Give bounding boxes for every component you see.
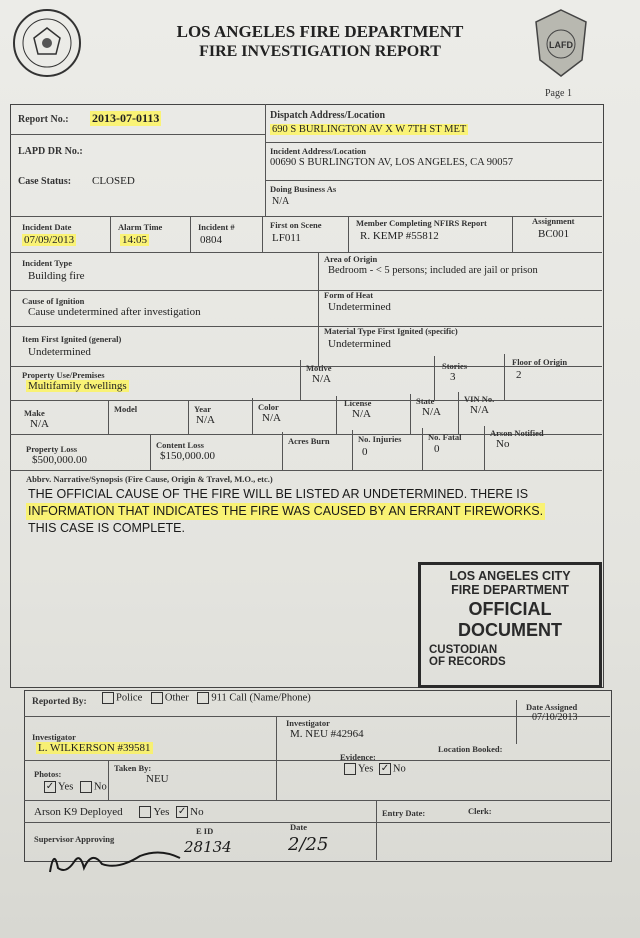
eid-label: E ID (196, 826, 214, 836)
year: N/A (196, 414, 215, 426)
investigator-2: M. NEU #42964 (290, 728, 364, 740)
k9-yes-checkbox[interactable] (139, 806, 151, 818)
date-assigned-label: Date Assigned (526, 702, 578, 712)
supervisor-signature (40, 838, 190, 878)
supervisor-label: Supervisor Approving (34, 834, 115, 844)
area-origin-label: Area of Origin (324, 254, 378, 264)
year-label: Year (194, 404, 211, 414)
cause: Cause undetermined after investigation (28, 306, 201, 318)
property-loss: $500,000.00 (32, 454, 87, 466)
stamp-line-6: OF RECORDS (429, 656, 506, 668)
dba-label: Doing Business As (270, 184, 337, 194)
k9-no-checkbox[interactable]: ✓ (177, 806, 187, 818)
entry-date-label: Entry Date: (382, 808, 426, 818)
lafd-badge-icon (532, 8, 590, 78)
content-loss: $150,000.00 (160, 450, 215, 462)
investigator-2-label: Investigator (286, 718, 330, 728)
lafd-seal (12, 8, 82, 78)
incident-address: 00690 S BURLINGTON AV, LOS ANGELES, CA 90057 (270, 157, 513, 168)
taken-by: NEU (146, 773, 169, 785)
lapd-dr-label: LAPD DR No.: (18, 146, 83, 157)
stories: 3 (450, 371, 456, 383)
k9-label: Arson K9 Deployed (34, 806, 123, 818)
evidence-label: Evidence: (340, 752, 376, 762)
stamp-line-3: OFFICIAL (468, 599, 552, 619)
call-911-label: 911 Call (Name/Phone) (211, 692, 311, 704)
other-checkbox[interactable] (151, 692, 163, 704)
k9-row (34, 806, 204, 818)
assignment: BC001 (538, 228, 570, 240)
evidence-options (344, 763, 406, 775)
license-label: License (344, 398, 372, 408)
dba: N/A (272, 196, 290, 207)
injuries-label: No. Injuries (358, 434, 402, 444)
member: R. KEMP #55812 (360, 230, 439, 242)
date-value: 2/25 (288, 834, 329, 855)
photos-label: Photos: (34, 769, 62, 779)
first-scene-label: First on Scene (270, 220, 322, 230)
clerk-label: Clerk: (468, 806, 492, 816)
incident-no-label: Incident # (198, 222, 235, 232)
motive-label: Motive (306, 363, 332, 373)
arson-notified: No (496, 438, 510, 450)
stories-label: Stories (442, 361, 468, 371)
k9-no-label: No (190, 806, 204, 818)
item-ignited: Undetermined (28, 346, 91, 358)
make: N/A (30, 418, 49, 430)
photos-yes-checkbox[interactable]: ✓ (45, 781, 55, 792)
official-document-stamp (418, 562, 602, 688)
color-label: Color (258, 402, 279, 412)
form-heat: Undetermined (328, 301, 391, 313)
incident-address-label: Incident Address/Location (270, 146, 366, 156)
incident-date-label: Incident Date (22, 222, 72, 232)
narrative-line-3: THIS CASE IS COMPLETE. (28, 521, 185, 535)
narrative-line-1: THE OFFICIAL CAUSE OF THE FIRE WILL BE LISTED AR UNDETERMINED. THERE IS (28, 487, 529, 501)
vin-label: VIN No. (464, 394, 495, 404)
property-use-label: Property Use/Premises (22, 370, 105, 380)
report-no-label: Report No.: (18, 114, 69, 125)
area-origin: Bedroom - < 5 persons; included are jail or prison (328, 265, 538, 276)
item-ignited-label: Item First Ignited (general) (22, 334, 122, 344)
stamp-line-2: FIRE DEPARTMENT (451, 583, 569, 597)
injuries: 0 (362, 446, 368, 458)
material: Undetermined (328, 338, 391, 350)
cause-label: Cause of Ignition (22, 296, 85, 306)
reported-by-label: Reported By: (32, 697, 87, 707)
state: N/A (422, 406, 441, 418)
reported-by-options (102, 692, 311, 704)
date-label: Date (290, 822, 307, 832)
case-status-label: Case Status: (18, 176, 72, 187)
state-label: State (416, 396, 435, 406)
model-label: Model (114, 404, 138, 414)
badge-text: LAFD (549, 40, 573, 50)
photos-options (44, 781, 107, 793)
make-label: Make (24, 408, 45, 418)
eid-value: 28134 (184, 838, 232, 856)
investigator-1-label: Investigator (32, 732, 76, 742)
material-label: Material Type First Ignited (specific) (324, 326, 458, 336)
evidence-yes-checkbox[interactable] (344, 763, 356, 775)
incident-no: 0804 (200, 234, 222, 246)
police-label: Police (116, 692, 143, 704)
taken-by-label: Taken By: (114, 763, 152, 773)
report-no: 2013-07-0113 (92, 111, 160, 125)
dept-title: LOS ANGELES FIRE DEPARTMENT (176, 22, 464, 41)
first-scene: LF011 (272, 232, 301, 244)
alarm-time-label: Alarm Time (118, 222, 163, 232)
evidence-yes-label: Yes (358, 763, 374, 775)
incident-date: 07/09/2013 (24, 234, 75, 246)
form-heat-label: Form of Heat (324, 290, 374, 300)
call-911-checkbox[interactable] (197, 692, 209, 704)
color: N/A (262, 412, 281, 424)
alarm-time: 14:05 (122, 234, 148, 246)
assignment-label: Assignment (532, 216, 575, 226)
content-loss-label: Content Loss (156, 440, 204, 450)
property-loss-label: Property Loss (26, 444, 78, 454)
property-use: Multifamily dwellings (28, 380, 127, 392)
narrative-label: Abbrv. Narrative/Synopsis (Fire Cause, Origin & Travel, M.O., etc.) (26, 474, 273, 484)
photos-yes-label: Yes (58, 781, 74, 793)
acres-burn-label: Acres Burn (288, 436, 330, 446)
dispatch-label: Dispatch Address/Location (270, 110, 386, 121)
incident-type-label: Incident Type (22, 258, 72, 268)
fatal: 0 (434, 443, 440, 455)
fatal-label: No. Fatal (428, 432, 462, 442)
floor-origin: 2 (516, 369, 522, 381)
vin: N/A (470, 404, 489, 416)
other-label: Other (164, 692, 189, 704)
arson-notified-label: Arson Notified (490, 428, 544, 438)
incident-type: Building fire (28, 270, 85, 282)
motive: N/A (312, 373, 331, 385)
stamp-line-1: LOS ANGELES CITY (449, 569, 571, 583)
evidence-no-label: No (392, 763, 406, 775)
police-checkbox[interactable] (102, 692, 114, 704)
photos-no-checkbox[interactable] (80, 781, 92, 793)
stamp-line-5: CUSTODIAN (429, 644, 498, 656)
photos-no-label: No (93, 781, 107, 793)
report-title: FIRE INVESTIGATION REPORT (199, 43, 441, 60)
dispatch-address: 690 S BURLINGTON AV X W 7TH ST MET (272, 124, 467, 135)
case-status: CLOSED (92, 175, 135, 187)
license: N/A (352, 408, 371, 420)
date-assigned: 07/10/2013 (532, 712, 578, 723)
page-number: Page 1 (545, 88, 572, 99)
narrative-line-2: INFORMATION THAT INDICATES THE FIRE WAS CAUSED BY AN ERRANT FIREWORKS. (28, 504, 544, 518)
floor-origin-label: Floor of Origin (512, 357, 568, 367)
stamp-line-4: DOCUMENT (458, 620, 562, 640)
k9-yes-label: Yes (153, 806, 170, 818)
evidence-no-checkbox[interactable]: ✓ (380, 763, 390, 774)
investigator-1: L. WILKERSON #39581 (38, 742, 151, 754)
member-label: Member Completing NFIRS Report (356, 218, 487, 228)
location-booked-label: Location Booked: (438, 744, 503, 754)
